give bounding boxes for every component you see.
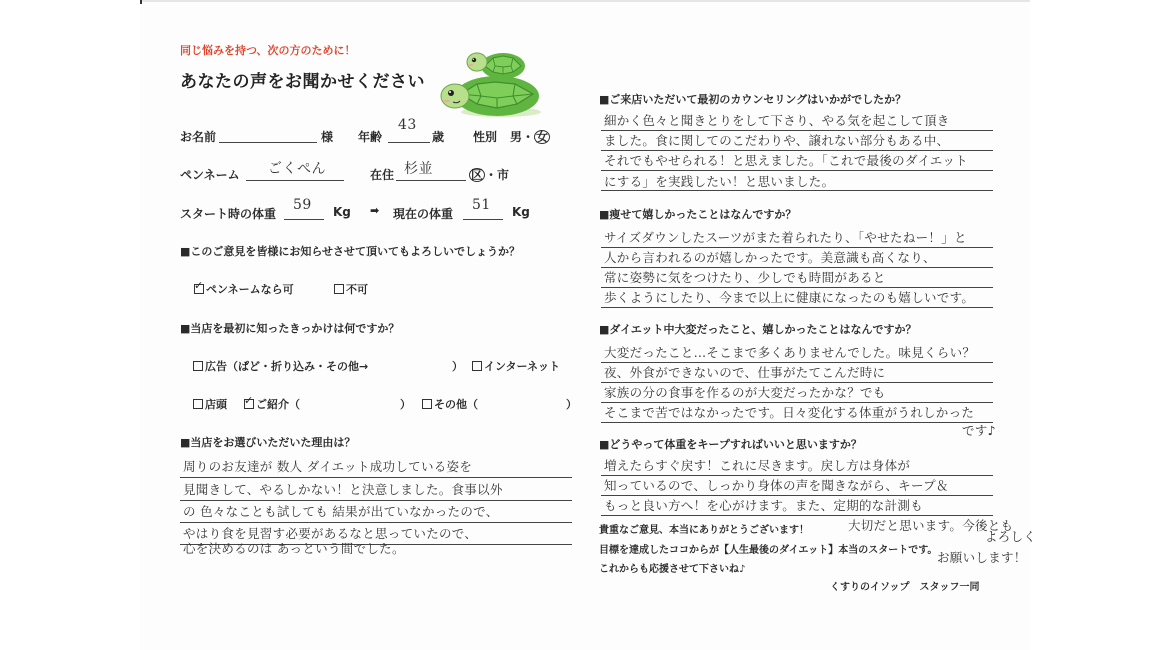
scan-edge-mark <box>140 0 142 4</box>
checkbox-icon <box>472 361 482 371</box>
happy-answer-line: 人から言われるのが嬉しかったです。美意識も高くなり、 <box>604 250 936 265</box>
source-option-shop-label: 店頭 <box>205 398 227 411</box>
checkbox-icon <box>334 284 344 294</box>
source-option-ad-close: ） <box>452 360 463 373</box>
name-label: お名前 <box>180 130 217 144</box>
keep-answer-line: 大切だと思います。今後とも <box>848 518 1014 533</box>
source-option-other-label: その他（ <box>434 398 478 411</box>
publish-question: ■このご意見を皆様にお知らせさせて頂いてもよろしいでしょうか？ <box>180 245 521 258</box>
age-label: 年齢 <box>358 130 383 144</box>
age-field-line <box>388 142 430 143</box>
age-value: 43 <box>398 117 417 133</box>
city-option: ・市 <box>485 168 510 182</box>
page-title: あなたの声をお聞かせください <box>180 72 425 92</box>
hard-answer-line: 夜、外食ができないので、仕事がたてこんだ時に <box>604 365 886 380</box>
source-question: ■当店を最初に知ったきっかけは何ですか？ <box>180 322 400 335</box>
reason-answer-line: 周りのお友達が 数人 ダイエット成功している姿を <box>183 459 473 474</box>
hard-rule <box>601 422 993 423</box>
reason-rule <box>180 522 572 523</box>
staff-signature: くすりのイソップ スタッフ一同 <box>830 582 980 593</box>
gender-label: 性別 <box>473 130 498 144</box>
name-suffix: 様 <box>321 130 334 144</box>
publish-option-no <box>334 281 368 297</box>
hard-answer-line: そこまで苦ではなかったです。日々変化する体重がうれしかった <box>604 405 975 420</box>
start-weight-unit: Kg <box>333 205 351 219</box>
source-option-ad-label: 広告（ぱど・折り込み・その他→ <box>205 360 369 373</box>
gender-separator: ・ <box>522 130 535 144</box>
counseling-answer-line: にする」を実践したい！と思いました。 <box>604 174 835 189</box>
staff-start-highlight: 【人生最後のダイエット】 <box>719 545 839 556</box>
reason-answer-line: 見聞きして、やるしかない！と決意しました。食事以外 <box>183 482 503 497</box>
reason-rule <box>180 477 572 478</box>
publish-option-penname <box>194 281 294 297</box>
source-option-referral-label: ご紹介（ <box>256 398 300 411</box>
scan-edge-line <box>140 0 1030 2</box>
publish-option-penname-label: ペンネームなら可 <box>206 283 294 296</box>
reason-answer-line: やはり食を見習す必要があるなと思っていたので、 <box>183 526 478 541</box>
checked-checkbox-icon: ✓ <box>244 394 254 407</box>
small-turtle-icon <box>467 53 525 79</box>
current-weight-unit: Kg <box>512 205 530 219</box>
reason-answer-line: 心を決めるのは あっという間でした。 <box>183 541 405 556</box>
happy-answer-line: サイズダウンしたスーツがまた着られたり、「やせたねー！」と <box>604 230 967 245</box>
source-option-ad <box>193 358 368 374</box>
penname-value: ごくぺん <box>268 161 326 177</box>
happy-answer-line: 常に姿勢に気をつけたり、少しでも時間があると <box>604 270 886 285</box>
counseling-answer-line: ました。食に関してのこだわりや、譲れない部分もある中、 <box>604 133 950 148</box>
gender-male: 男 <box>510 130 523 144</box>
happy-rule <box>601 307 993 308</box>
staff-start-suffix: 本当のスタートです。 <box>838 545 938 556</box>
arrow-icon: ➡ <box>370 204 380 217</box>
checkbox-icon <box>193 399 203 409</box>
staff-start-prefix: 目標を達成したココからが <box>599 545 719 556</box>
source-option-other <box>422 396 478 412</box>
counseling-rule <box>601 190 993 191</box>
current-weight-label: 現在の体重 <box>393 207 454 221</box>
big-turtle-icon <box>441 76 541 117</box>
hard-answer-line: 大変だったこと…そこまで多くありませんでした。味見くらい？ <box>604 345 976 360</box>
source-option-referral <box>244 396 300 412</box>
gender-options <box>510 128 550 145</box>
checkbox-icon <box>193 361 203 371</box>
residence-value: 杉並 <box>404 161 433 177</box>
hard-answer-line: です♪ <box>962 423 996 438</box>
start-weight-label: スタート時の体重 <box>180 207 277 221</box>
counseling-rule <box>601 170 993 171</box>
keep-answer-line: 増えたらすぐ戻す！これに尽きます。戻し方は身体が <box>604 458 911 473</box>
staff-start-message <box>599 541 937 556</box>
tagline: 同じ悩みを持つ、次の方のために！ <box>180 44 356 57</box>
happy-answer-line: 歩くようにしたり、今まで以上に健康になったのも嬉しいです。 <box>604 290 975 305</box>
keep-answer-line: もっと良い方へ！を心がけます。また、定期的な計測も <box>604 498 924 513</box>
current-weight-value: 51 <box>472 197 491 213</box>
counseling-answer-line: それでもやせられる！と思えました。「これで最後のダイエット <box>604 153 968 168</box>
penname-label: ペンネーム <box>180 168 240 182</box>
source-option-internet <box>472 358 560 374</box>
source-option-shop <box>193 396 227 412</box>
current-weight-line <box>463 219 503 220</box>
penname-field-line <box>246 180 344 181</box>
name-field-line <box>219 142 317 143</box>
residence-label: 在住 <box>370 168 395 182</box>
hard-answer-line: 家族の分の食事を作るのが大変だったかな？でも <box>604 385 886 400</box>
publish-option-no-label: 不可 <box>346 283 368 296</box>
source-option-referral-close: ） <box>400 398 411 411</box>
keep-answer-line: 知っているので、しっかり身体の声を聞きながら、キープ＆ <box>604 478 949 493</box>
source-option-other-close: ） <box>566 398 577 411</box>
residence-unit <box>469 166 509 183</box>
staff-support: これからも応援させて下さいね♪ <box>599 564 746 575</box>
checked-checkbox-icon: ✓ <box>194 279 204 292</box>
keep-question: ■どうやって体重をキープすればいいと思いますか？ <box>599 438 862 451</box>
turtle-illustration <box>437 40 549 120</box>
keep-answer-line: お願いします！ <box>937 550 1027 565</box>
start-weight-value: 59 <box>293 197 312 213</box>
gender-female-circled: 女 <box>536 130 549 144</box>
start-weight-line <box>284 219 324 220</box>
age-suffix: 歳 <box>432 130 445 144</box>
counseling-question: ■ご来店いただいて最初のカウンセリングはいかがでしたか？ <box>599 93 907 106</box>
reason-question: ■当店をお選びいただいた理由は？ <box>180 436 356 449</box>
source-option-internet-label: インターネット <box>484 360 561 373</box>
residence-field-line <box>396 180 466 181</box>
hard-question: ■ダイエット中大変だったこと、嬉しかったことはなんですか？ <box>599 323 917 336</box>
ward-circled: 区 <box>471 168 484 182</box>
counseling-answer-line: 細かく色々と聞きとりをして下さり、やる気を起こして頂き <box>604 113 950 128</box>
happy-question: ■痩せて嬉しかったことはなんですか？ <box>599 208 797 221</box>
reason-rule <box>180 500 572 501</box>
keep-answer-line: よろしく <box>985 529 1037 544</box>
reason-answer-line: の 色々なことも試しても 結果が出ていなかったので、 <box>183 504 499 519</box>
checkbox-icon <box>422 399 432 409</box>
staff-thanks: 貴重なご意見、本当にありがとうございます！ <box>599 525 809 536</box>
